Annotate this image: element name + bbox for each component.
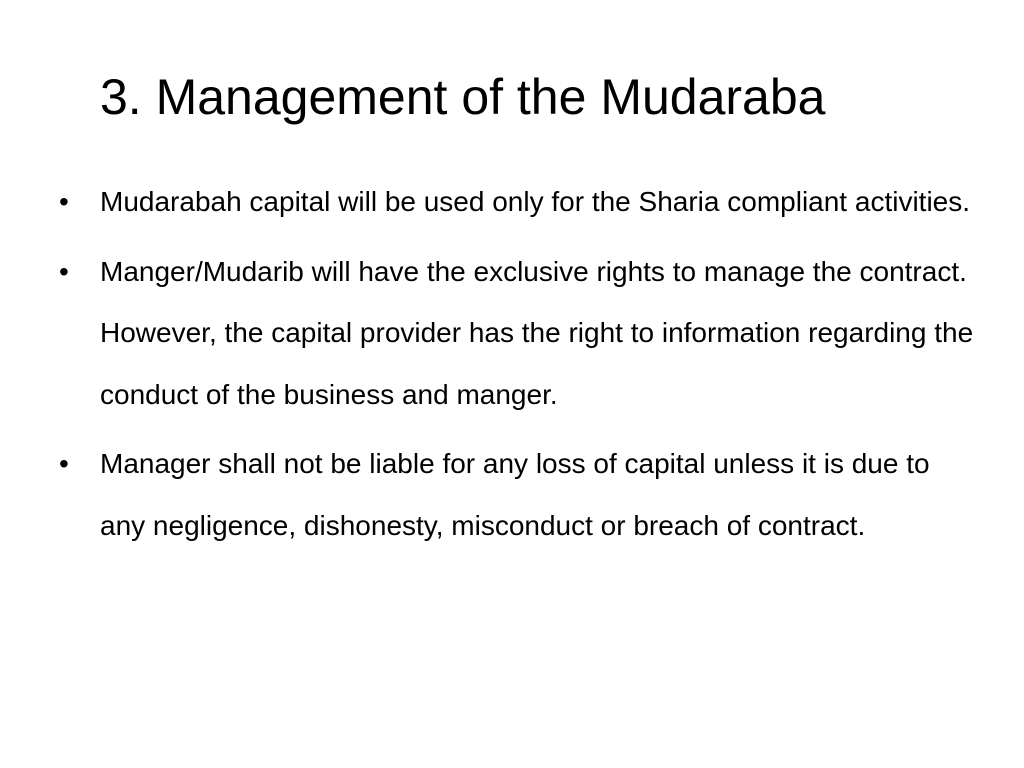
- bullet-text: Manager shall not be liable for any loss of capital unless it is due to any negligence, dishonesty, misconduct or breach of contract.: [100, 448, 930, 541]
- bullet-icon: •: [59, 186, 69, 217]
- bullet-text: Manger/Mudarib will have the exclusive rights to manage the contract. However, the capital provider has the right to information regarding the conduct of the business and manger.: [100, 255, 974, 410]
- bullet-item-1: [0, 171, 980, 233]
- bullet-text: Mudarabah capital will be used only for the Sharia compliant activities.: [100, 186, 971, 217]
- bullet-item-3: [0, 433, 980, 556]
- bullet-item-2: [0, 241, 980, 426]
- slide-title: 3. Management of the Mudaraba: [100, 69, 826, 125]
- bullet-icon: •: [59, 255, 69, 287]
- bullet-icon: •: [59, 448, 69, 479]
- bullet-list: [0, 171, 1024, 564]
